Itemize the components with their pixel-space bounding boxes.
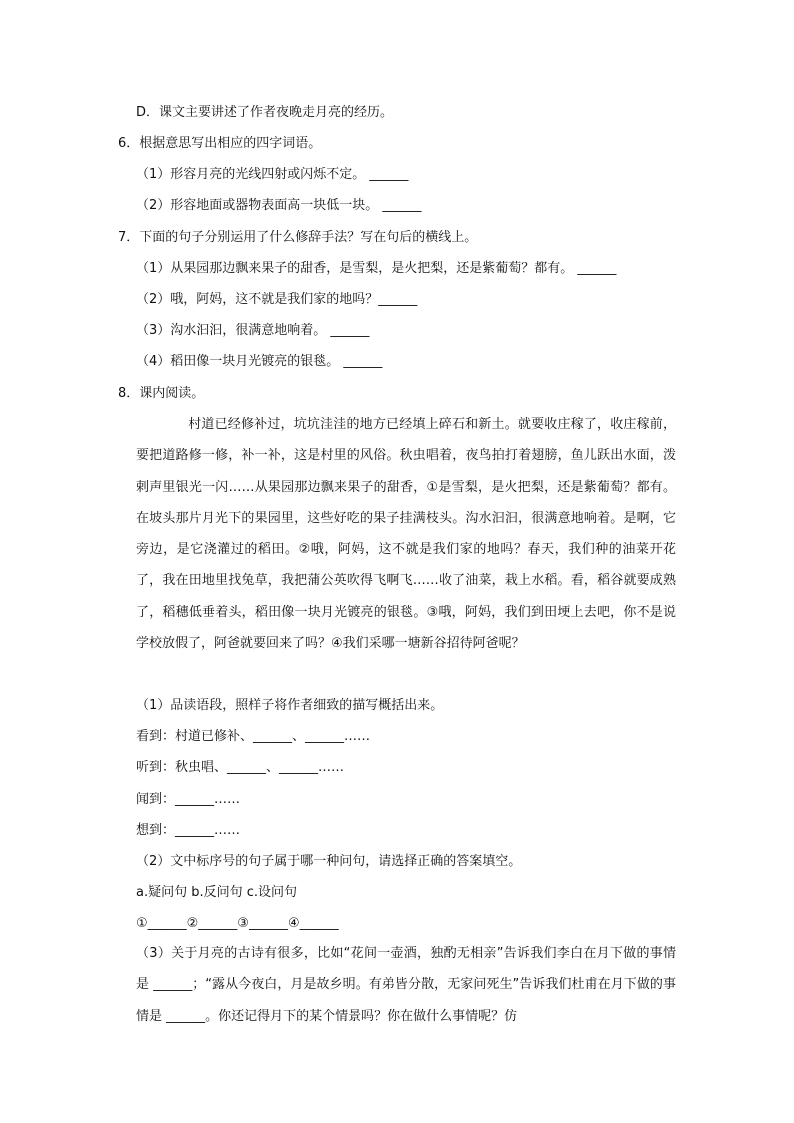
fill-see: 看到：村道已修补、______、______…… [136, 729, 371, 744]
question-7-item-2: （2）哦，阿妈，这不就是我们家的地吗？______ [136, 292, 418, 307]
question-7-title: 7．下面的句子分别运用了什么修辞手法？写在句后的横线上。 [118, 230, 478, 245]
answer-blanks: ①______②______③______④______ [136, 916, 339, 931]
option-d: D．课文主要讲述了作者夜晚走月亮的经历。 [136, 105, 394, 120]
answer-options: a.疑问句 b.反问句 c.设问句 [136, 885, 298, 900]
sub-question-3: （3）关于月亮的古诗有很多，比如“花间一壶酒，独酌无相亲”告诉我们李白在月下做的事情是 ______；“露从今夜白，月是故乡明。有弟皆分散，无家问死生”告诉我们杜甫在月下做的事情是 ______。你还记得月下的某个情景吗？你在做什么事情呢？仿 [136, 946, 676, 1024]
question-6-title: 6．根据意思写出相应的四字词语。 [118, 136, 322, 151]
reading-passage-text: 村道已经修补过，坑坑洼洼的地方已经填上碎石和新土。就要收庄稼了，收庄稼前，要把道路修一修，补一补，这是村里的风俗。秋虫唱着，夜鸟拍打着翅膀，鱼儿跃出水面，泼剌声里银光一闪……从果园那边飘来果子的甜香，①是雪梨，是火把梨，还是紫葡萄？都有。在坡头那片月光下的果园里，这些好吃的果子挂满枝头。沟水汩汩，很满意地响着。是啊，它旁边，是它浇灌过的稻田。②哦，阿妈，这不就是我们家的地吗？春天，我们种的油菜开花了，我在田地里找兔草，我把蒲公英吹得飞啊飞……收了油菜，栽上水稻。看，稻谷就要成熟了，稻穗低垂着头，稻田像一块月光镀亮的银毯。③哦，阿妈，我们到田埂上去吧，你不是说学校放假了，阿爸就要回来了吗？④我们采哪一塘新谷招待阿爸呢？ [136, 417, 676, 652]
reading-passage [136, 409, 676, 659]
question-7-item-4: （4）稻田像一块月光镀亮的银毯。 ______ [136, 354, 383, 369]
fill-smell: 闻到：______…… [136, 792, 241, 807]
question-6-item-2: （2）形容地面或器物表面高一块低一块。 ______ [136, 198, 422, 213]
fill-think: 想到：______…… [136, 823, 241, 838]
question-8-title: 8．课内阅读。 [118, 386, 205, 401]
question-6-item-1: （1）形容月亮的光线四射或闪烁不定。 ______ [136, 167, 409, 182]
question-7-item-1: （1）从果园那边飘来果子的甜香，是雪梨，是火把梨，还是紫葡萄？都有。 ______ [136, 261, 617, 276]
fill-hear: 听到：秋虫唱、______、______…… [136, 760, 345, 775]
question-7-item-3: （3）沟水汩汩，很满意地响着。 ______ [136, 323, 370, 338]
sub-question-1: （1）品读语段，照样子将作者细致的描写概括出来。 [136, 698, 444, 713]
sub-question-2: （2）文中标序号的句子属于哪一种问句，请选择正确的答案填空。 [136, 854, 522, 869]
